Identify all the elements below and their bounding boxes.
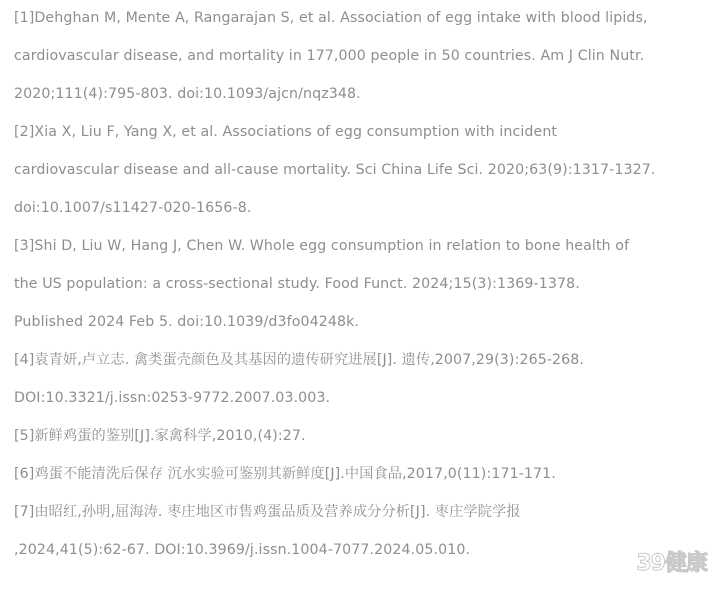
reference-3-line-2: the US population: a cross-sectional study. Food Funct. 2024;15(3):1369-1378. — [14, 276, 580, 292]
reference-1-line-1: [1]Dehghan M, Mente A, Rangarajan S, et al. Association of egg intake with blood lipids, — [14, 10, 648, 26]
reference-2-line-1: [2]Xia X, Liu F, Yang X, et al. Associations of egg consumption with incident — [14, 124, 558, 140]
reference-2-line-3: doi:10.1007/s11427-020-1656-8. — [14, 200, 252, 216]
reference-2-line-2: cardiovascular disease and all-cause mortality. Sci China Life Sci. 2020;63(9):1317-1327. — [14, 162, 656, 178]
reference-6-line-1: [6]鸡蛋不能清洗后保存 沉水实验可鉴别其新鲜度[J].中国食品,2017,0(11):171-171. — [14, 466, 556, 482]
reference-1-line-3: 2020;111(4):795-803. doi:10.1093/ajcn/nqz348. — [14, 86, 361, 102]
reference-7-line-1: [7]由昭红,孙明,屈海涛. 枣庄地区市售鸡蛋品质及营养成分分析[J]. 枣庄学院学报 — [14, 504, 521, 520]
reference-5-line-1: [5]新鲜鸡蛋的鉴别[J].家禽科学,2010,(4):27. — [14, 428, 306, 444]
reference-1-line-2: cardiovascular disease, and mortality in 177,000 people in 50 countries. Am J Clin Nutr. — [14, 48, 645, 64]
reference-4-line-2: DOI:10.3321/j.issn:0253-9772.2007.03.003. — [14, 390, 331, 406]
watermark-logo: 39健康 — [636, 551, 707, 576]
reference-3-line-1: [3]Shi D, Liu W, Hang J, Chen W. Whole egg consumption in relation to bone health of — [14, 238, 630, 254]
reference-7-line-2: ,2024,41(5):62-67. DOI:10.3969/j.issn.1004-7077.2024.05.010. — [14, 542, 471, 558]
reference-4-line-1: [4]袁青妍,卢立志. 禽类蛋壳颜色及其基因的遗传研究进展[J]. 遗传,2007,29(3):265-268. — [14, 352, 585, 368]
reference-3-line-3: Published 2024 Feb 5. doi:10.1039/d3fo04248k. — [14, 314, 360, 330]
